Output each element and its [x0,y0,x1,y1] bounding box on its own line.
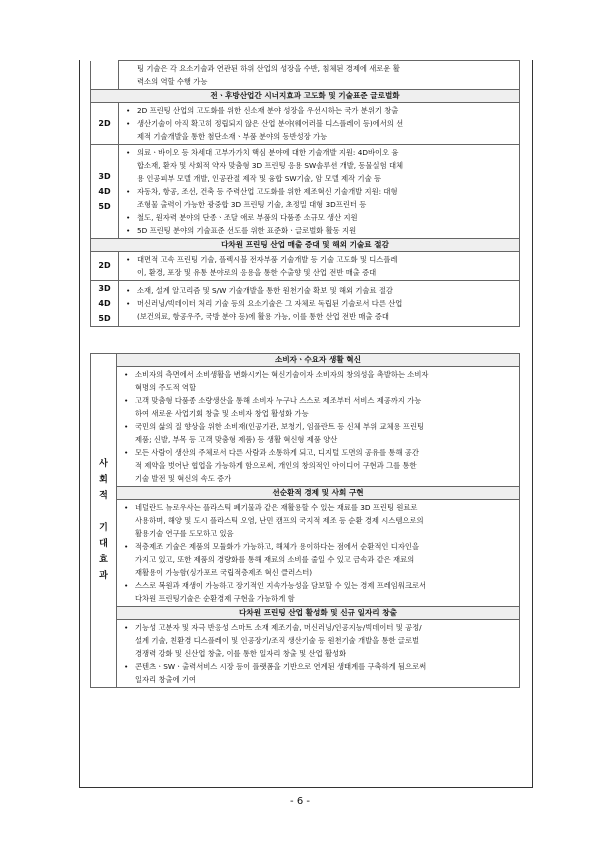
intro-text [119,61,520,90]
text-line: 력소의 역할 수행 가능 [137,77,208,86]
text-line: 이, 환경, 포장 및 유통 분야로의 응용을 통한 수출향 및 산업 전반 매출 증대 [137,268,377,277]
text-line: • 머신러닝/빅데이터 처리 기술 등의 요소기술은 그 자체로 독립된 기술로서 다른 산업 [137,299,403,308]
list-item [123,146,515,185]
text-line: • 철도, 원자력 분야의 단종ㆍ조달 애로 부품의 다품종 소규모 생산 지원 [137,213,358,222]
text-line: 팅 기술은 각 요소기술과 연관된 하위 산업의 성장을 수반, 침체된 경제에 새로운 활 [137,64,400,73]
code-label: 3D [98,172,111,181]
text-line: 하여 새로운 사업기회 창출 및 소비자 창업 활성화 가능 [135,409,309,418]
list-item [123,104,515,117]
text-line: • 네덜란드 뉴로우사는 플라스틱 폐기물과 같은 재활용할 수 있는 재료를 3D 프린팅 원료로 [135,503,418,512]
text-line: 활용기술 연구를 도모하고 있음 [135,529,234,538]
text-line: • 적층제조 기술은 제품의 모듈화가 가능하고, 해체가 용이하다는 점에서 순환적인 디자인을 [135,542,419,551]
section-header-consumer: 소비자ㆍ수요자 생활 혁신 [117,354,520,367]
text-line: • 소비자의 측면에서 소비생활을 변화시키는 혁신기술이자 소비자의 창의성을 촉발하는 소비자 [135,370,429,379]
code-label: 4D [98,299,111,308]
list-item [121,501,515,540]
list-item [121,540,515,579]
side-char: 효 [99,554,108,565]
text-line: • 자동차, 항공, 조선, 건축 등 주력산업 고도화를 위한 제조혁신 기술개발 지원: 대형 [137,187,398,196]
code-2d: 2D [91,103,119,145]
text-line: (보건의료, 항공우주, 국방 분야 등)에 활용 가능, 이를 통한 산업 전반 매출 증대 [137,312,389,321]
text-line: 적 제약을 벗어난 협업을 가능하게 함으로써, 개인의 창의적인 아이디어 구현과 그를 통한 [135,461,417,470]
text-line: • 콘텐츠ㆍSWㆍ출력서비스 시장 등이 플랫폼을 기반으로 연계된 생태계를 구축하게 됨으로써 [135,662,427,671]
text-line: • 스스로 복원과 재생이 가능하고 장기적인 지속가능성을 담보할 수 있는 경제 프레임워크로서 [135,581,427,590]
code-2d-sales: 2D [91,252,119,281]
list-item [121,368,515,394]
section-header-jobs: 다차원 프린팅 산업 활성화 및 신규 일자리 창출 [117,607,520,620]
text-line: • 고객 맞춤형 다품종 소량생산을 통해 소비자 누구나 스스로 제조부터 서비스 제공까지 가능 [135,396,422,405]
code-3d-4d-5d-sales [91,281,119,327]
text-line: • 기능성 고분자 및 자극 반응성 스마트 소재 제조기술, 머신러닝/인공지능/빅데이터 및 공정/ [135,623,422,632]
code-label: 5D [98,314,111,323]
list-item [123,284,515,297]
text-line: 사용하며, 해양 및 도시 플라스틱 오염, 난민 캠프의 국지적 제조 등 순환 경제 시스템으로의 [135,516,424,525]
side-char: 적 [99,490,108,501]
bullet-list-2d-synergy [123,104,515,143]
text-line: 합소재, 환자 및 사회적 약자 맞춤형 3D 프린팅 응용 SW솔루션 개발, 동물실험 대체 [137,161,404,170]
text-line: 재활용이 가능함(싱가포르 국립적층제조 혁신 클러스터) [135,568,313,577]
page-number: - 6 - [290,796,310,807]
side-char: 사 [99,458,108,469]
text-line: • 국민의 삶의 질 향상을 위한 소비재(인공기관, 보청기, 임플란트 등 신체 부위 교체용 프린팅 [135,422,425,431]
text-line: 다차원 프린팅기술은 순환경제 구현을 가능하게 함 [135,594,295,603]
bullet-list-consumer [121,368,515,485]
text-line: • 모든 사람이 생산의 주체로서 다른 사람과 소통하게 되고, 디지털 도면의 공유를 통해 공간 [135,448,419,457]
text-line: 설계 기술, 친환경 디스플레이 및 인공장기/조직 생산기술 등 원천기술 개발을 통한 글로벌 [135,636,420,645]
text-line: • 생산기술이 아직 확고히 정립되지 않은 산업 분야(웨어러블 디스플레이 등)에서의 선 [137,119,404,128]
section-header-synergy: 전ㆍ후방산업간 시너지효과 고도화 및 기술표준 글로벌화 [91,90,520,103]
side-char: 기 [99,522,108,533]
list-item [121,446,515,485]
text-line: 용 인공피부 모델 개발, 인공관절 제작 및 융합 SW기술, 암 모델 제작 기술 등 [137,174,382,183]
text-line: 조형물 출력이 가능한 광중합 3D 프린팅 기술, 초정밀 대형 3D프린터 등 [137,200,367,209]
code-label: 3D [98,284,111,293]
social-effects-table [90,353,520,688]
bullet-list-jobs [121,621,515,686]
side-char: 대 [99,538,108,549]
side-char [91,505,116,521]
text-line: • 소재, 설계 알고리즘 및 S/W 기술개발을 통한 원천기술 확보 및 해외 기술료 절감 [137,286,393,295]
list-item [121,420,515,446]
text-line: 경쟁력 강화 및 신산업 창출, 이를 통한 일자리 창출 및 산업 활성화 [135,649,347,658]
code-label: 4D [98,187,111,196]
code-3d-4d-5d [91,145,119,239]
text-line: 일자리 창출에 기여 [135,675,197,684]
bullet-list-3d5d-sales [123,284,515,323]
text-line: 혁명의 주도적 역할 [135,383,197,392]
side-char: 회 [99,474,108,485]
bullet-list-circular [121,501,515,605]
section-header-sales: 다차원 프린팅 산업 매출 증대 및 해외 기술료 절감 [91,239,520,252]
list-item [123,297,515,323]
intro-row [91,61,520,90]
section-header-circular: 선순환적 경제 및 사회 구현 [117,487,520,500]
text-line: 가지고 있고, 또한 제품의 경량화를 통해 재료의 소비를 줄일 수 있고 금속과 같은 재료의 [135,555,415,564]
side-label-social-effects [91,354,117,688]
list-item [121,579,515,605]
text-line: • 대면적 고속 프린팅 기술, 플렉시블 전자부품 기술개발 등 기술 고도화 및 디스플레 [137,255,398,264]
text-line: • 의료ㆍ바이오 등 차세대 고부가가치 핵심 분야에 대한 기술개발 지원: 4D바이오 융 [137,148,399,157]
list-item [121,394,515,420]
list-item [123,185,515,211]
list-item [123,117,515,143]
text-line: 제품; 신발, 부목 등 고객 맞춤형 제품) 등 생활 혁신형 제품 양산 [135,435,338,444]
code-label: 5D [98,202,111,211]
bullet-list-3d5d-synergy [123,146,515,237]
list-item [123,224,515,237]
side-char: 과 [99,570,108,581]
text-line: 제적 기술개발을 통한 첨단소재ㆍ부품 분야의 동반성장 가능 [137,132,328,141]
list-item [123,211,515,224]
bullet-list-2d-sales [123,253,515,279]
list-item [123,253,515,279]
text-line: • 5D 프린팅 분야의 기술표준 선도를 위한 표준화ㆍ글로벌화 활동 지원 [137,226,357,235]
text-line: 기술 발전 및 혁신의 속도 증가 [135,474,232,483]
text-line: • 2D 프린팅 산업의 고도화를 위한 신소재 분야 성장을 우선시하는 국가 분위기 창출 [137,106,399,115]
industry-effects-table [90,60,520,327]
list-item [121,621,515,660]
list-item [121,660,515,686]
